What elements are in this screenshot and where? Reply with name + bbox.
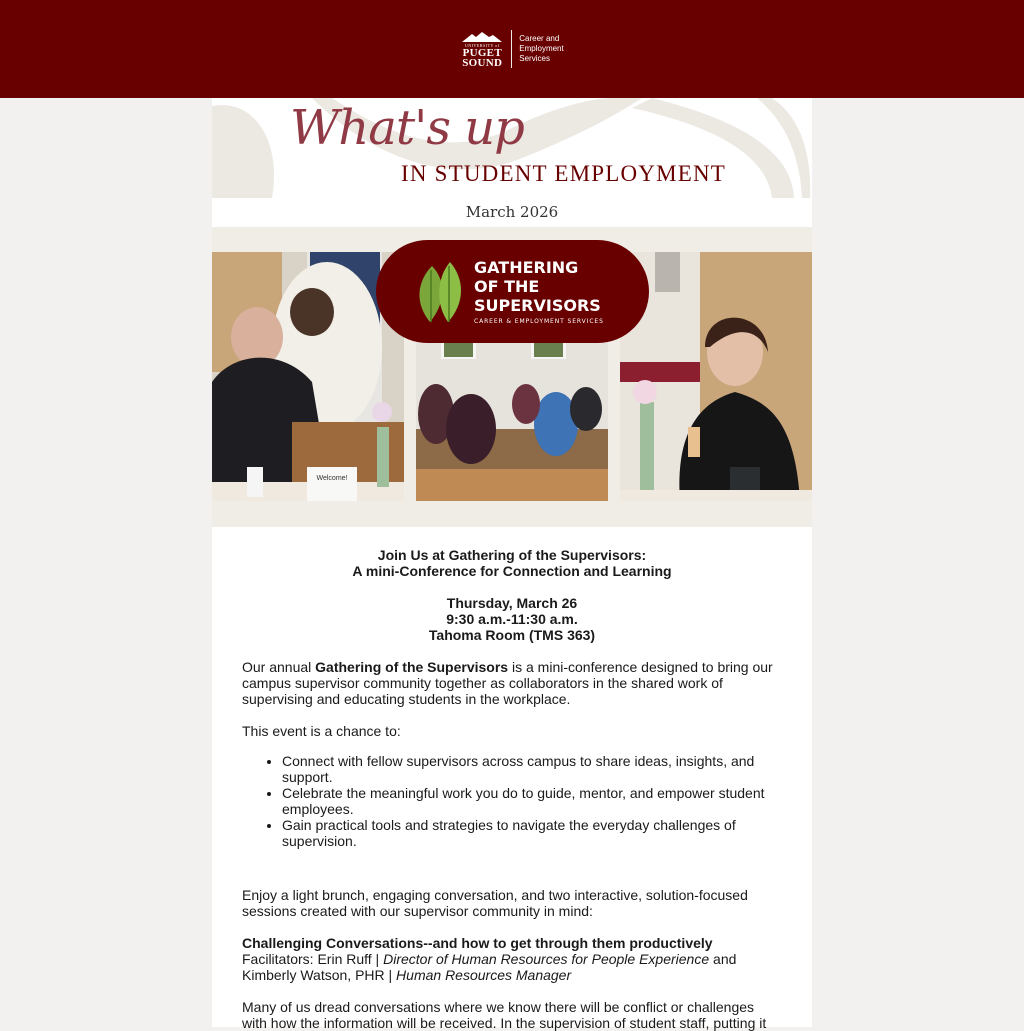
event-heading [242, 547, 782, 579]
event-logo-text [474, 258, 604, 325]
event-heading-line: A mini-Conference for Connection and Learning [352, 563, 672, 579]
mountain-icon [460, 31, 504, 43]
issue-date: March 2026 [465, 203, 559, 221]
intro-event-name: Gathering of the Supervisors [315, 659, 509, 675]
logo-wordmark [460, 31, 504, 68]
photo-sign-text: Welcome! [316, 475, 348, 482]
event-location: Tahoma Room (TMS 363) [428, 627, 596, 643]
event-logo-subtitle: CAREER & EMPLOYMENT SERVICES [474, 318, 604, 325]
event-logo-badge [376, 240, 649, 343]
session-block [242, 935, 782, 983]
logo-line1: PUGET [462, 46, 502, 59]
photo-middle [416, 319, 608, 501]
logo-dept-line: Employment [519, 44, 564, 53]
facilitators-label: Facilitators: Erin Ruff | [242, 951, 384, 967]
newsletter-header [212, 98, 812, 227]
event-date: Thursday, March 26 [446, 595, 578, 611]
event-logo-line3: SUPERVISORS [474, 296, 601, 315]
intro-text: Our annual [242, 659, 316, 675]
event-details [242, 595, 782, 643]
list-item: • Connect with fellow supervisors across campus to share ideas, insights, and support. [282, 753, 782, 785]
facilitator-role: Director of Human Resources for People Experience [383, 951, 710, 967]
logo-line2: SOUND [462, 56, 503, 69]
logo-small-text: UNIVERSITY of [464, 42, 500, 48]
event-heading-line: Join Us at Gathering of the Supervisors: [377, 547, 647, 563]
chance-label: This event is a chance to: [242, 723, 401, 739]
top-banner [0, 0, 1024, 98]
benefits-list [242, 753, 782, 849]
brunch-paragraph: Enjoy a light brunch, engaging conversation, and two interactive, solution-focused sessions created with our supervisor community in mind: [242, 887, 748, 919]
session-facilitators [242, 951, 782, 983]
event-logo-line2: OF THE [474, 277, 540, 296]
university-logo[interactable] [460, 30, 563, 68]
logo-dept-line: Career and [519, 34, 560, 43]
list-item: • Celebrate the meaningful work you do to guide, mentor, and empower student employees. [282, 785, 782, 817]
facilitators-and: and Kimberly Watson, PHR | [242, 951, 737, 983]
session-title: Challenging Conversations--and how to get through them productively [242, 935, 713, 951]
event-logo-line1: GATHERING [474, 258, 579, 277]
facilitator-role: Human Resources Manager [396, 967, 572, 983]
closing-paragraph: Many of us dread conversations where we know there will be conflict or challenges with how the information will be received. In the supervision of student staff, putting it [242, 999, 767, 1031]
leaf-icon [416, 260, 464, 324]
email-body [212, 527, 812, 1031]
event-time: 9:30 a.m.-11:30 a.m. [446, 611, 578, 627]
newsletter-subtitle: IN STUDENT EMPLOYMENT [401, 161, 727, 186]
logo-dept-line: Services [519, 54, 550, 63]
logo-department [519, 34, 563, 64]
event-banner-image [212, 227, 812, 527]
email-container [212, 98, 812, 1031]
intro-paragraph [242, 659, 782, 707]
intro-text: is a mini-conference designed to bring our campus supervisor community together as collaborators in the shared work of supervising and educating students in the workplace. [242, 659, 773, 707]
logo-divider [511, 30, 512, 68]
script-title: What's up [290, 100, 524, 156]
list-item: • Gain practical tools and strategies to navigate the everyday challenges of supervision. [282, 817, 782, 849]
